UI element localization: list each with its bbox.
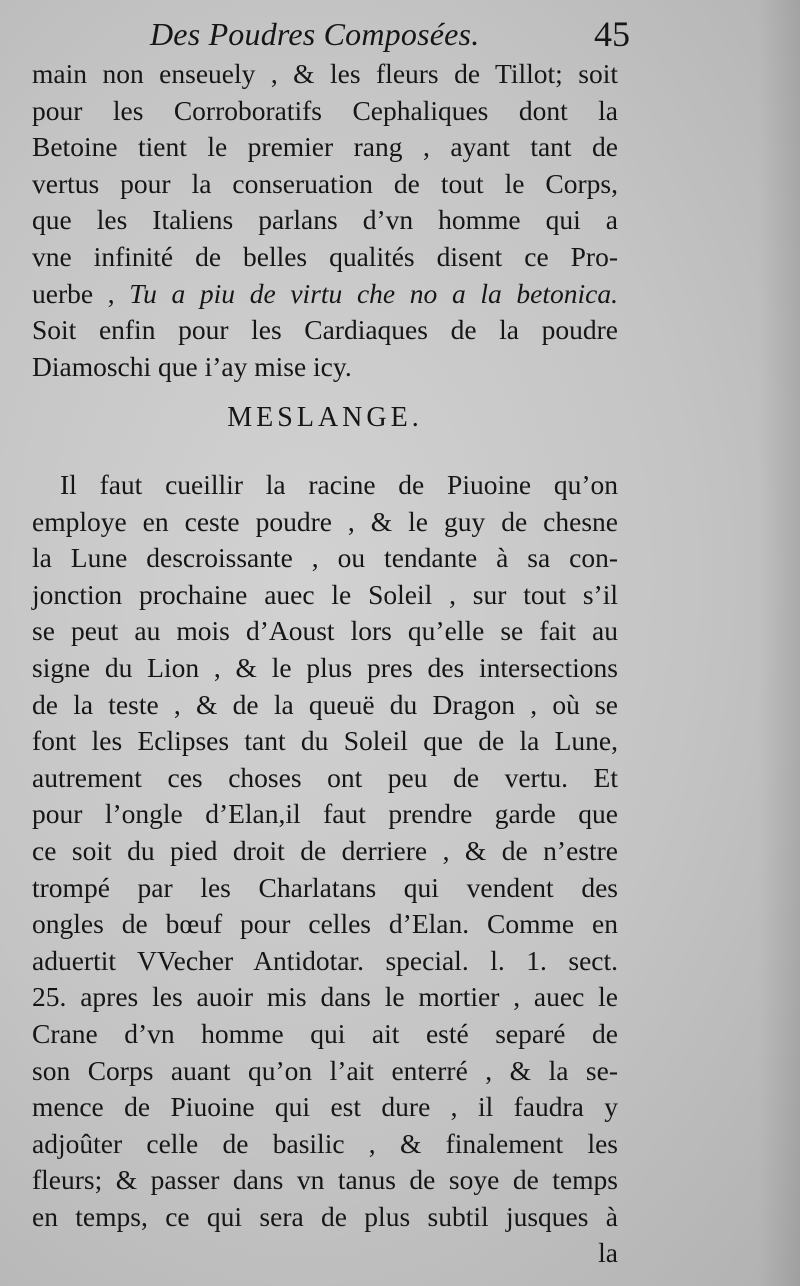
text-line: vne infinité de belles qualités disent ce Pro- bbox=[32, 240, 618, 272]
text-line: pour les Corroboratifs Cephaliques dont la bbox=[32, 94, 618, 126]
running-head: Des Poudres Composées. bbox=[150, 16, 480, 52]
paragraph-continued bbox=[32, 56, 618, 385]
text-line: Il faut cueillir la racine de Piuoine qu’on bbox=[60, 469, 618, 500]
text-line: autrement ces choses ont peu de vertu. Et bbox=[32, 761, 618, 793]
section-heading: MESLANGE. bbox=[227, 402, 423, 433]
text-line: Soit enfin pour les Cardiaques de la poudre bbox=[32, 314, 618, 346]
text-line: se peut au mois d’Aoust lors qu’elle se fait au bbox=[32, 615, 618, 647]
page-header bbox=[150, 12, 630, 56]
text-line: fleurs; & passer dans vn tanus de soye de temps bbox=[32, 1164, 618, 1196]
text-fragment: uerbe , bbox=[32, 277, 130, 309]
text-line: la Lune descroissante , ou tendante à sa con- bbox=[32, 542, 618, 574]
paragraph-meslange bbox=[32, 467, 618, 1272]
text-line-proverb bbox=[32, 276, 618, 313]
page-number: 45 bbox=[594, 14, 630, 54]
text-line: main non enseuely , & les fleurs de Tillot; soit bbox=[32, 58, 618, 89]
text-line: en temps, ce qui sera de plus subtil jusques à bbox=[32, 1200, 618, 1232]
text-line: adjoûter celle de basilic , & finalement les bbox=[32, 1127, 618, 1159]
text-line: Crane d’vn homme qui ait esté separé de bbox=[32, 1017, 618, 1049]
text-line: font les Eclipses tant du Soleil que de la Lune, bbox=[32, 725, 618, 757]
text-line: ongles de bœuf pour celles d’Elan. Comme en bbox=[32, 908, 618, 940]
text-line: pour l’ongle d’Elan,il faut prendre garde que bbox=[32, 798, 618, 830]
text-line: vertus pour la conseruation de tout le Corps, bbox=[32, 167, 618, 199]
text-line: 25. apres les auoir mis dans le mortier , auec le bbox=[32, 981, 618, 1013]
catchword: la bbox=[598, 1237, 618, 1269]
text-line: son Corps auant qu’on l’ait enterré , & la se- bbox=[32, 1054, 618, 1086]
text-line: jonction prochaine auec le Soleil , sur tout s’il bbox=[32, 578, 618, 610]
text-line: que les Italiens parlans d’vn homme qui a bbox=[32, 204, 618, 236]
text-line: Diamoschi que i’ay mise icy. bbox=[32, 350, 352, 382]
text-line: aduertit VVecher Antidotar. special. l. 1. sect. bbox=[32, 944, 618, 976]
text-line: mence de Piuoine qui est dure , il faudra y bbox=[32, 1091, 618, 1123]
text-line: employe en ceste poudre , & le guy de chesne bbox=[32, 505, 618, 537]
text-line: trompé par les Charlatans qui vendent des bbox=[32, 871, 618, 903]
text-line: ce soit du pied droit de derriere , & de n’estre bbox=[32, 834, 618, 866]
italian-proverb: Tu a piu de virtu che no a la betonica. bbox=[129, 277, 618, 309]
text-line: Betoine tient le premier rang , ayant tant de bbox=[32, 131, 618, 163]
text-line: de la teste , & de la queuë du Dragon , où se bbox=[32, 688, 618, 720]
page-edge-shadow bbox=[758, 0, 800, 1286]
text-line: signe du Lion , & le plus pres des intersections bbox=[32, 651, 618, 683]
